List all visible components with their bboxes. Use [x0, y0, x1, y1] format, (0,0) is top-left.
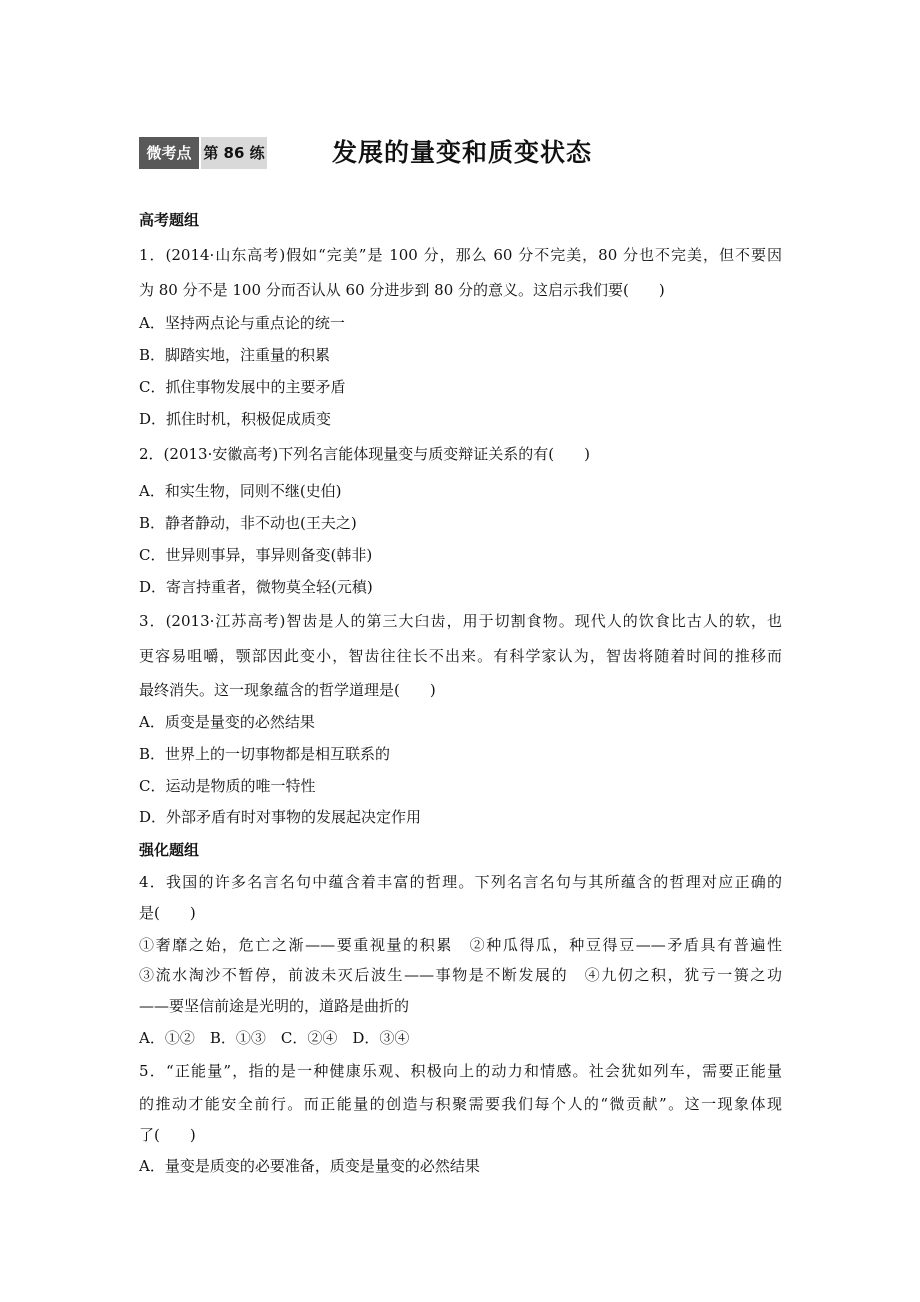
question-4-line-3: ①奢靡之始，危亡之渐——要重视量的积累 ②种瓜得瓜，种豆得豆——矛盾具有普遍性 — [139, 936, 782, 954]
question-1-option-b: B．脚踏实地，注重量的积累 — [139, 346, 331, 364]
question-2-source: 安徽高考 — [212, 445, 273, 463]
question-3-line-1 — [139, 611, 782, 631]
question-2-line-1 — [139, 444, 590, 464]
question-3-option-a: A．质变是量变的必然结果 — [139, 713, 315, 731]
question-4-line-1: 4．我国的许多名言名句中蕴含着丰富的哲理。下列名言名句与其所蕴含的哲理对应正确的 — [139, 873, 782, 891]
question-4-answers: A．①② B．①③ C．②④ D．③④ — [139, 1029, 410, 1047]
exercise-number-tag: 第 86 练 — [201, 137, 267, 169]
question-2-option-b: B．静者静动，非不动也(王夫之) — [139, 514, 357, 532]
section-heading-gaokao: 高考题组 — [139, 211, 200, 229]
question-4-line-4: ③流水淘沙不暂停，前波未灭后波生——事物是不断发展的 ④九仞之积，犹亏一篑之功 — [139, 966, 782, 984]
section-heading-qianghua: 强化题组 — [139, 841, 200, 859]
question-3-number: 3．(2013· — [139, 612, 215, 630]
question-3-text: )智齿是人的第三大臼齿，用于切割食物。现代人的饮食比古人的软，也 — [279, 612, 782, 630]
question-5-option-a: A．量变是质变的必要准备，质变是量变的必然结果 — [139, 1157, 480, 1175]
question-2-option-c: C．世异则事异，事异则备变(韩非) — [139, 546, 373, 564]
question-2-option-a: A．和实生物，同则不继(史伯) — [139, 482, 342, 500]
question-3-option-b: B．世界上的一切事物都是相互联系的 — [139, 745, 391, 763]
question-3-line-2: 更容易咀嚼，颚部因此变小，智齿往往长不出来。有科学家认为，智齿将随着时间的推移而 — [139, 647, 782, 665]
question-1-source: 山东高考 — [214, 246, 280, 264]
page-header — [139, 133, 784, 173]
question-5-line-1: 5．“正能量”，指的是一种健康乐观、积极向上的动力和情感。社会犹如列车，需要正能量 — [139, 1062, 782, 1080]
question-1-line-1 — [139, 245, 782, 265]
question-5-line-2: 的推动才能安全前行。而正能量的创造与积聚需要我们每个人的“微贡献”。这一现象体现 — [139, 1095, 782, 1113]
question-3-option-c: C．运动是物质的唯一特性 — [139, 777, 316, 795]
question-1-option-c: C．抓住事物发展中的主要矛盾 — [139, 378, 346, 396]
question-1-option-a: A．坚持两点论与重点论的统一 — [139, 314, 345, 332]
question-1-line-2: 为 80 分不是 100 分而否认从 60 分进步到 80 分的意义。这启示我们要( ) — [139, 281, 665, 299]
question-3-source: 江苏高考 — [214, 612, 280, 630]
question-4-line-2: 是( ) — [139, 904, 196, 922]
page-title: 发展的量变和质变状态 — [332, 138, 593, 167]
micro-topic-tag: 微考点 — [139, 137, 199, 169]
question-2-text: )下列名言能体现量变与质变辩证关系的有( ) — [272, 445, 590, 463]
question-2-option-d: D．寄言持重者，微物莫全轻(元稹) — [139, 578, 373, 596]
question-1-text: )假如“完美”是 100 分，那么 60 分不完美，80 分也不完美，但不要因 — [279, 246, 782, 264]
question-1-number: 1．(2014· — [139, 246, 215, 264]
question-3-option-d: D．外部矛盾有时对事物的发展起决定作用 — [139, 808, 422, 826]
question-5-line-3: 了( ) — [139, 1126, 196, 1144]
question-1-option-d: D．抓住时机，积极促成质变 — [139, 410, 332, 428]
question-4-line-5: ——要坚信前途是光明的，道路是曲折的 — [139, 997, 410, 1015]
question-2-number: 2．(2013· — [139, 445, 213, 463]
question-3-line-3: 最终消失。这一现象蕴含的哲学道理是( ) — [139, 681, 436, 699]
